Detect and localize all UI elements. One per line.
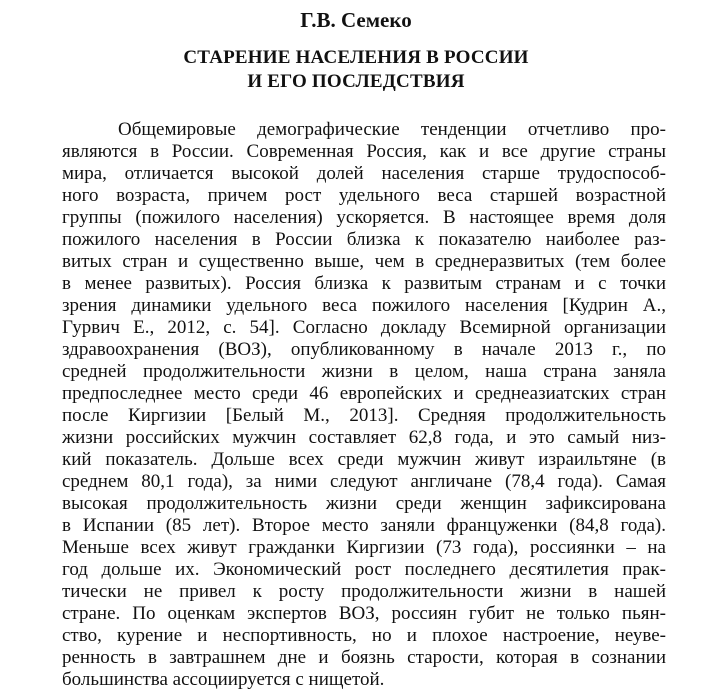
article-title-line: СТАРЕНИЕ НАСЕЛЕНИЯ В РОССИИ (183, 47, 529, 68)
body-text-line: являются в России. Современная Россия, как и все другие страны (62, 141, 666, 162)
body-text-line: кий показатель. Дольше всех среди мужчин живут израильтяне (в (62, 449, 666, 470)
body-text-line: ство, курение и неспортивность, но и плохое настроение, неуве- (62, 625, 666, 646)
body-text-line: пожилого населения в России близка к показателю наиболее раз- (62, 229, 666, 250)
body-text-line: Гурвич Е., 2012, с. 54]. Согласно докладу Всемирной организации (62, 317, 666, 338)
body-text-line: Общемировые демографические тенденции отчетливо про- (118, 119, 666, 140)
body-text-line: здравоохранения (ВОЗ), опубликованному в начале 2013 г., по (62, 339, 666, 360)
author-name: Г.В. Семеко (300, 8, 412, 32)
body-text-line: предпоследнее место среди 46 европейских и среднеазиатских стран (62, 383, 666, 404)
body-text-line: после Киргизии [Белый М., 2013]. Средняя продолжительность (62, 405, 666, 426)
body-text-line: тически не привел к росту продолжительности жизни в нашей (62, 581, 666, 602)
article-title-line: И ЕГО ПОСЛЕДСТВИЯ (247, 71, 465, 92)
body-text-line: стране. По оценкам экспертов ВОЗ, россиян губит не только пьян- (62, 603, 666, 624)
body-text-line: зрения динамики удельного веса пожилого населения [Кудрин А., (62, 295, 666, 316)
body-text-line: средней продолжительности жизни в целом, наша страна заняла (62, 361, 666, 382)
body-text-line: ренность в завтрашнем дне и боязнь старости, которая в сознании (62, 647, 666, 668)
body-text-line: высокая продолжительность жизни среди женщин зафиксирована (62, 493, 666, 514)
body-text-line: мира, отличается высокой долей населения старше трудоспособ- (62, 163, 666, 184)
body-text-line: в Испании (85 лет). Второе место заняли француженки (84,8 года). (62, 515, 666, 536)
article-body (62, 119, 666, 691)
body-text-line: большинства ассоциируется с нищетой. (62, 669, 385, 690)
body-text-line: витых стран и существенно выше, чем в среднеразвитых (тем более (62, 251, 666, 272)
article-title (0, 46, 712, 94)
body-text-line: группы (пожилого населения) ускоряется. В настоящее время доля (62, 207, 666, 228)
body-text-line: в менее развитых). Россия близка к развитым странам и с точки (62, 273, 666, 294)
body-text-line: год дольше их. Экономический рост последнего десятилетия прак- (62, 559, 666, 580)
body-text-line: жизни российских мужчин составляет 62,8 года, и это самый низ- (62, 427, 666, 448)
body-text-line: Меньше всех живут гражданки Киргизии (73 года), россиянки – на (62, 537, 666, 558)
body-text-line: ного возраста, причем рост удельного веса старшей возрастной (62, 185, 666, 206)
body-text-line: среднем 80,1 года), за ними следуют англичане (78,4 года). Самая (62, 471, 666, 492)
